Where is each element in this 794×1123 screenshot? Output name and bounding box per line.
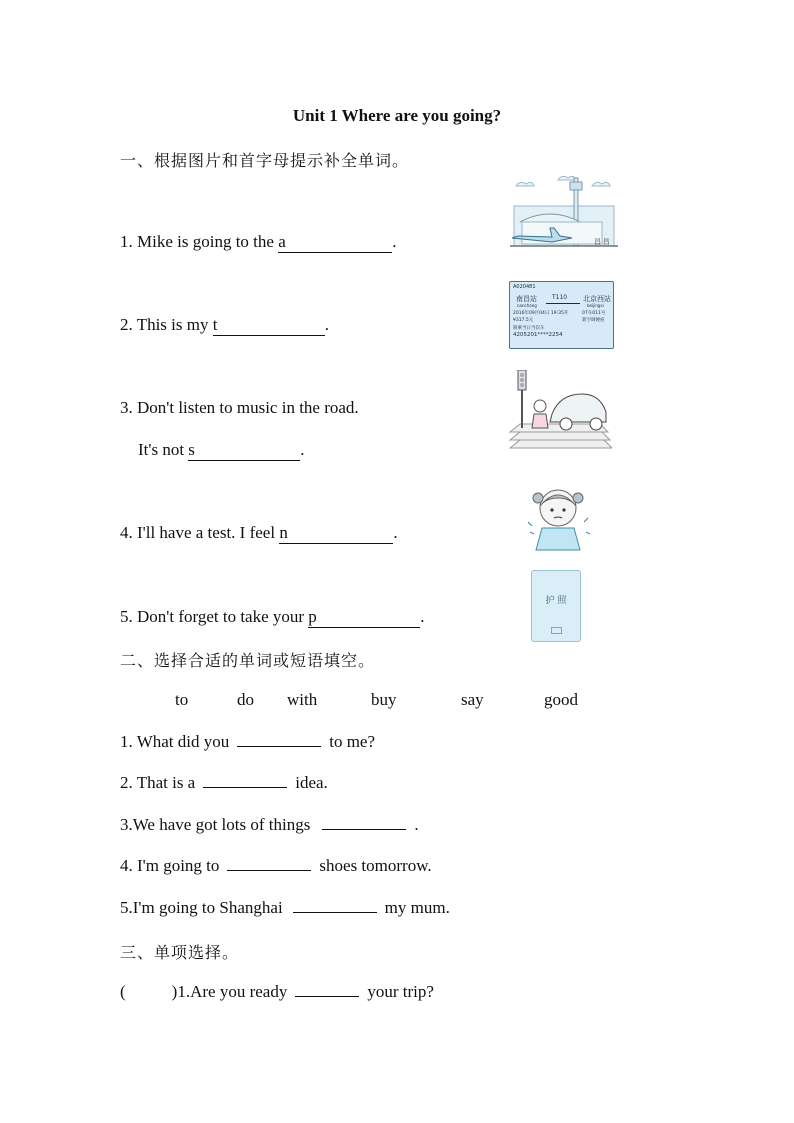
s1-q3-period: . [300,440,305,459]
s1-q2-period: . [324,315,329,334]
s1-question-3-line2 [138,440,305,461]
s1-q2-text: 2. This is my [120,315,213,334]
word-bank-item: to [175,690,189,709]
s1-question-5 [120,607,425,628]
s2-question-4 [120,856,432,876]
s2-q4-text: 4. I'm going to [120,856,220,875]
ticket-code: A020481 [513,284,536,290]
s3-q1-blank[interactable] [295,996,359,997]
ticket-to-pinyin: beijingxi [587,303,604,308]
s1-q5-period: . [420,607,425,626]
s1-q3-letter: s [188,440,195,459]
s3-q1-paren: ( [120,982,126,1001]
s2-question-3 [120,815,419,835]
s1-q1-text: 1. Mike is going to the [120,232,279,251]
s1-question-4 [120,523,398,544]
s1-question-1 [120,232,396,253]
train-ticket-illustration [509,281,614,349]
s1-q2-blank[interactable] [213,315,325,336]
section-2-heading: 二、选择合适的单词或短语填空。 [120,651,376,670]
road-crossing-illustration [506,370,612,452]
nervous-girl-illustration [526,482,590,552]
s1-q4-text: 4. I'll have a test. I feel [120,523,280,542]
s1-q1-letter: a [278,232,286,251]
s2-q3-text: 3.We have got lots of things [120,815,311,834]
s2-q2-after: idea. [295,773,328,792]
s2-q5-after: my mum. [384,898,450,917]
s2-q1-after: to me? [329,732,376,751]
section-1-heading: 一、根据图片和首字母提示补全单词。 [120,151,410,170]
ticket-to: 北京西站 [583,295,611,303]
ticket-train: T110 [552,294,568,301]
s2-q5-blank[interactable] [293,912,377,913]
s1-q4-period: . [393,523,398,542]
s1-question-3-line1: 3. Don't listen to music in the road. [120,398,359,417]
page-title: Unit 1 Where are you going? [292,106,502,125]
passport-chip-icon [551,627,562,634]
s1-q5-blank[interactable] [308,607,420,628]
s1-q4-blank[interactable] [279,523,393,544]
word-bank-item: with [287,690,318,709]
s3-q1-after: your trip? [367,982,434,1001]
s1-q1-blank[interactable] [278,232,392,253]
s2-q3-after: . [414,815,419,834]
airport-illustration [508,172,620,254]
s1-q3-text: It's not [138,440,189,459]
s1-question-2 [120,315,329,336]
ticket-seat-type: 新空调硬座 [582,318,605,323]
s2-q1-blank[interactable] [237,746,321,747]
s3-question-1 [120,982,434,1002]
word-bank-item: buy [371,690,397,709]
s2-q3-blank[interactable] [322,829,406,830]
s1-q3-blank[interactable] [188,440,300,461]
section-3-heading: 三、单项选择。 [120,943,240,962]
s2-question-5 [120,898,450,918]
s2-question-1 [120,732,375,752]
ticket-arrow [546,303,580,304]
ticket-id: 4205201****2254 [513,332,563,338]
s2-q4-after: shoes tomorrow. [319,856,432,875]
word-bank-item: good [544,690,578,709]
ticket-price: ¥317.5元 [513,318,534,323]
s2-q1-text: 1. What did you [120,732,230,751]
ticket-note: 限乘当日当次车 [513,326,545,331]
s1-q1-period: . [392,232,397,251]
s3-q1-text: )1.Are you ready [171,982,288,1001]
s1-q2-letter: t [212,315,218,334]
s2-q5-text: 5.I'm going to Shanghai [120,898,283,917]
ticket-date: 2016年09月04日 19:35开 [513,311,569,316]
s2-q2-text: 2. That is a [120,773,196,792]
s2-question-2 [120,773,328,793]
airport-sign-text: 昌 昌 [594,238,610,246]
s1-q5-letter: p [308,607,317,626]
s2-q2-blank[interactable] [203,787,287,788]
word-bank-item: say [461,690,484,709]
word-bank-item: do [237,690,254,709]
ticket-from: 南昌站 [516,295,537,303]
ticket-from-pinyin: nanchang [517,303,537,308]
s1-q5-text: 5. Don't forget to take your [120,607,309,626]
s1-q4-letter: n [279,523,288,542]
passport-illustration [531,570,581,642]
s2-q4-blank[interactable] [227,870,311,871]
passport-title: 护 照 [545,596,567,606]
ticket-car: 07车011号 [582,311,606,316]
